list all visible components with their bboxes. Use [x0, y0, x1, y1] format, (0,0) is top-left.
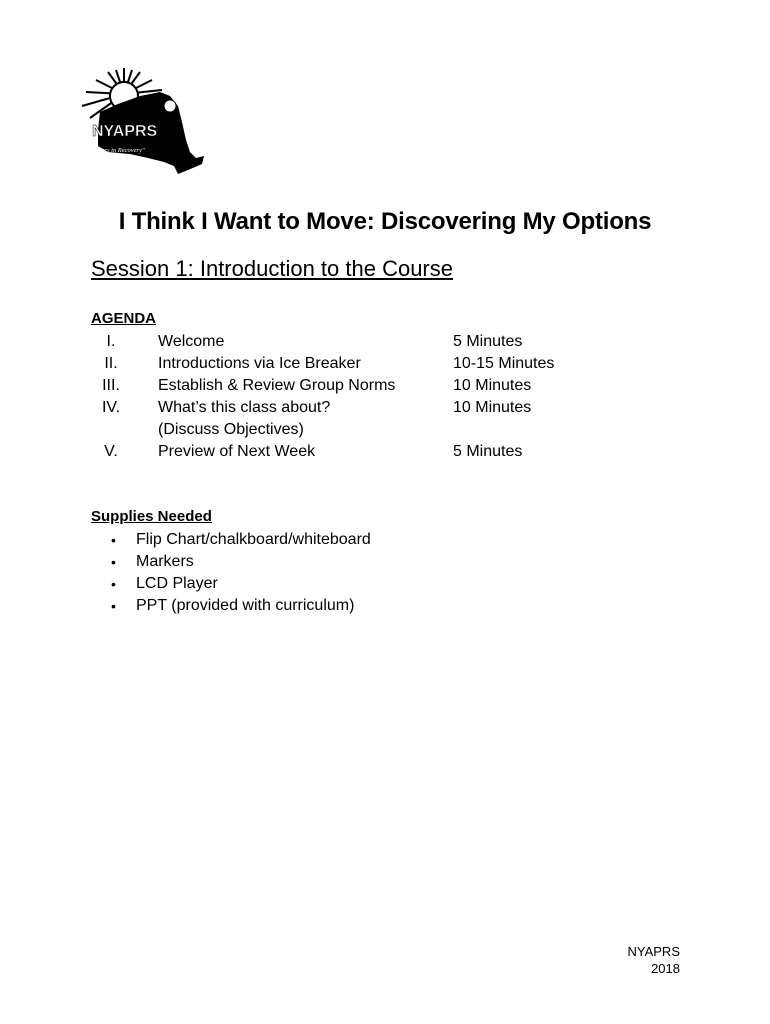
agenda-item-number: II. [104, 355, 118, 372]
agenda-item-label-line2: (Discuss Objectives) [158, 421, 304, 438]
agenda-item-duration: 10 Minutes [453, 377, 532, 394]
agenda-item-label: Welcome [158, 333, 225, 350]
agenda-item-duration: 10 Minutes [453, 399, 532, 416]
agenda-item [91, 331, 611, 353]
supply-item-label: PPT (provided with curriculum) [136, 597, 355, 614]
agenda-item-number: III. [102, 377, 120, 394]
session-heading: Session 1: Introduction to the Course [91, 256, 453, 281]
agenda-item-label [158, 397, 448, 441]
bullet-icon: • [111, 576, 116, 592]
nyaprs-logo [78, 66, 208, 178]
agenda-item [91, 353, 611, 375]
supplies-heading: Supplies Needed [91, 508, 212, 525]
logo-name: NYAPRS [92, 123, 158, 140]
agenda-item-duration: 5 Minutes [453, 443, 523, 460]
agenda-item-label: Introductions via Ice Breaker [158, 355, 361, 372]
bullet-icon: • [111, 598, 116, 614]
agenda-item-label: Establish & Review Group Norms [158, 377, 396, 394]
supply-item-label: Flip Chart/chalkboard/whiteboard [136, 531, 371, 548]
bullet-icon: • [111, 532, 116, 548]
agenda-item-number: IV. [101, 399, 121, 416]
page-footer [628, 943, 681, 977]
supply-item-label: Markers [136, 553, 194, 570]
logo-tagline: "Partners in Recovery" [84, 147, 145, 154]
supply-item-label: LCD Player [136, 575, 218, 592]
agenda-item-label: Preview of Next Week [158, 443, 316, 460]
agenda-item [91, 397, 611, 441]
footer-org: NYAPRS [627, 944, 680, 959]
agenda-item-label-line1: What’s this class about? [158, 399, 331, 416]
agenda-item [91, 375, 611, 397]
agenda-item-number: V. [104, 443, 118, 460]
agenda-item [91, 441, 611, 463]
agenda-heading: AGENDA [91, 310, 157, 327]
document-title: I Think I Want to Move: Discovering My Options [118, 208, 652, 235]
agenda-item-duration: 5 Minutes [453, 333, 523, 350]
agenda-list [91, 331, 611, 463]
agenda-item-duration: 10-15 Minutes [453, 355, 555, 372]
agenda-item-number: I. [106, 333, 116, 350]
bullet-icon: • [111, 554, 116, 570]
footer-year: 2018 [651, 961, 680, 976]
